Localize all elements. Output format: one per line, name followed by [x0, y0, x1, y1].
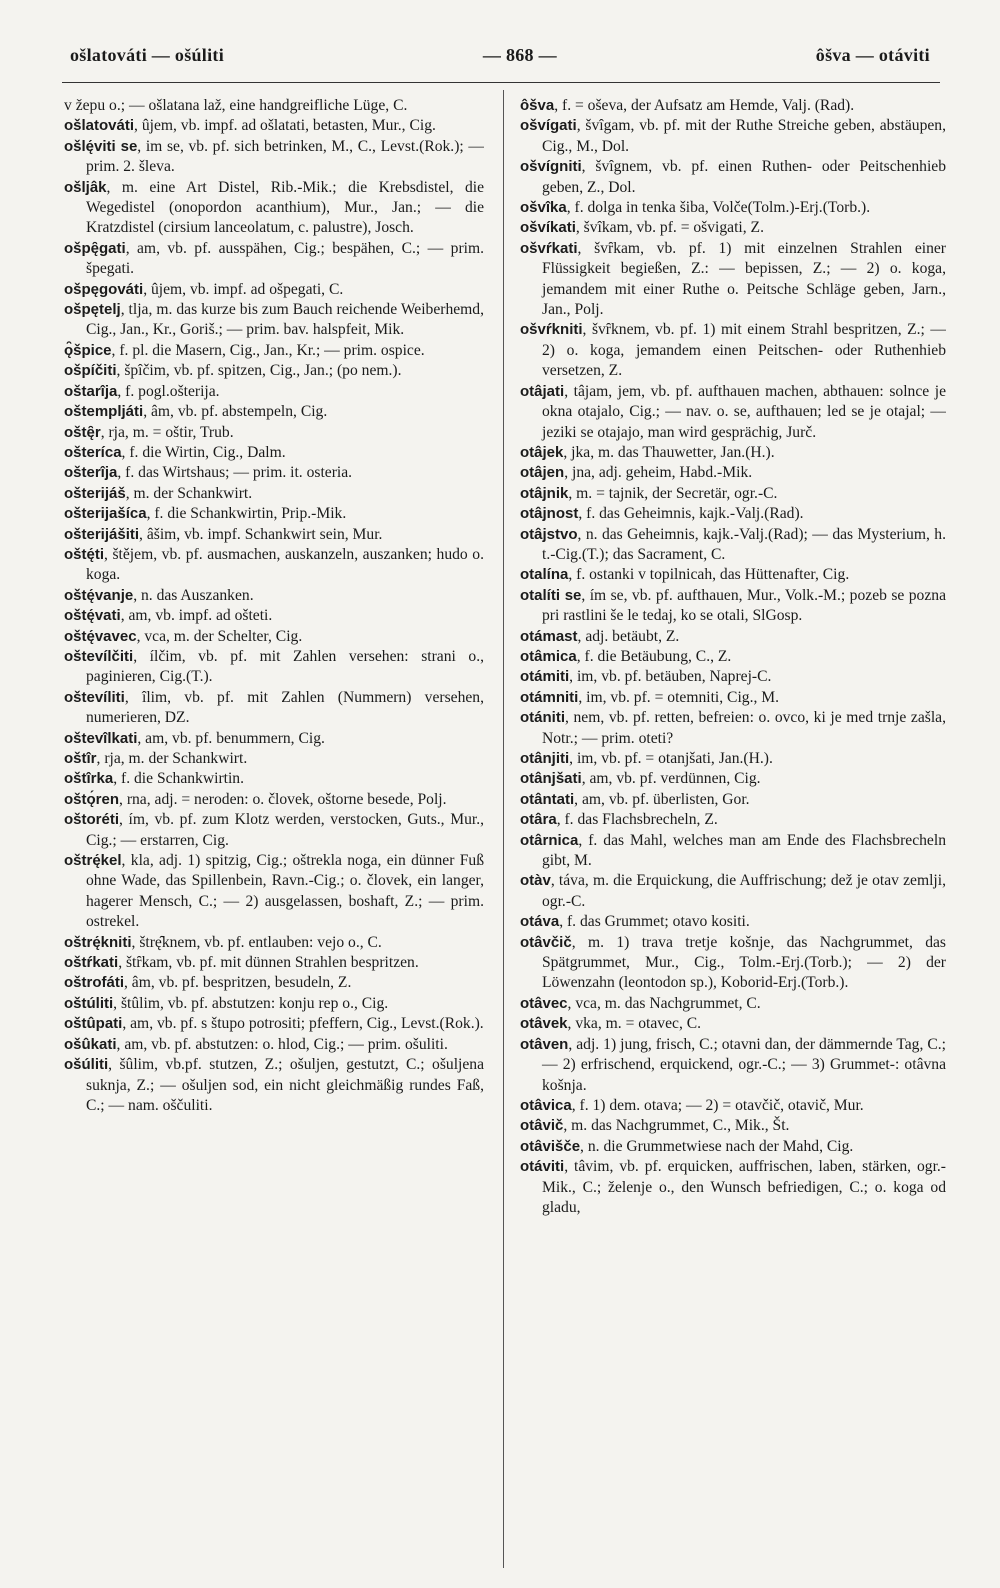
entry-definition: , jka, m. das Thauwetter, Jan.(H.). [563, 443, 775, 461]
dictionary-entry [64, 688, 484, 729]
dictionary-entry [520, 790, 946, 810]
entry-definition: , štûlim, vb. pf. abstutzen: konju rep o., Cig. [113, 994, 389, 1012]
entry-definition: , f. die Wirtin, Cig., Dalm. [121, 443, 286, 461]
entry-definition: , švȓknem, vb. pf. 1) mit einem Strahl bespritzen, Z.; — 2) o. koga, jemandem einen Peitschen- oder Ruthenhieb versetzen, Z. [542, 321, 946, 380]
page-number: — 868 — [482, 44, 557, 65]
entry-definition: , f. die Betäubung, C., Z. [576, 647, 732, 665]
entry-headword: oštîrka [64, 770, 114, 788]
entry-definition: , f. = oševa, der Aufsatz am Hemde, Valj. (Rad). [554, 97, 855, 114]
entry-definition: , tlja, m. das kurze bis zum Bauch reichende Weiberhemd, Cig., Jan., Kr., Goriš.; — prim. bav. halspfeit, Mik. [86, 301, 484, 339]
entry-headword: otániti [520, 709, 565, 727]
page-header [70, 40, 930, 70]
entry-headword: oštę̑r [64, 423, 101, 441]
entry-definition: , âm, vb. pf. abstempeln, Cig. [143, 403, 328, 421]
entry-definition: , m. der Schankwirt. [125, 484, 253, 502]
entry-headword: otámiti [520, 668, 570, 686]
entry-definition: , f. die Schankwirtin, Prip.-Mik. [146, 505, 347, 523]
entry-definition: , f. das Grummet; otavo kositi. [559, 913, 750, 931]
dictionary-entry [520, 463, 946, 483]
entry-headword: otâjnik [520, 484, 569, 502]
dictionary-entry [64, 96, 484, 116]
dictionary-entry [64, 484, 484, 504]
entry-definition: , am, vb. pf. verdünnen, Cig. [581, 770, 761, 788]
entry-definition: , švîkam, vb. pf. = ošvigati, Z. [575, 219, 764, 237]
entry-headword: ošteríca [64, 443, 122, 461]
entry-definition: , f. ostanki v topilnicah, das Hüttenafter, Cig. [568, 566, 850, 584]
dictionary-entry [520, 565, 946, 585]
entry-headword: otáva [520, 913, 560, 931]
entry-headword: ošlę́viti se [64, 137, 138, 155]
entry-headword: oštarîja [64, 382, 118, 400]
entry-definition: , m. das Nachgrummet, C., Mik., Št. [563, 1117, 790, 1135]
dictionary-entry [520, 484, 946, 504]
entry-headword: oštîr [64, 750, 97, 767]
dictionary-entry [520, 769, 946, 789]
entry-definition: , m. eine Art Distel, Rib.-Mik.; die Krebsdistel, die Wegedistel (onopordon acanthium), Mur., Jan.; — die Kratzdistel (cirsium lanceolatum, c. palustre), Josch. [86, 178, 484, 237]
entry-definition: , švîgnem, vb. pf. einen Ruthen- oder Peitschenhieb geben, Z., Dol. [542, 158, 946, 196]
entry-definition: , štrę̑knem, vb. pf. entlauben: vejo o., C. [131, 933, 382, 951]
entry-headword: oštę́ti [64, 545, 105, 563]
dictionary-entry [64, 300, 484, 341]
entry-definition: , am, vb. pf. ausspähen, Cig.; bespähen, C.; — prim. špegati. [86, 239, 484, 278]
entry-definition: , štȓkam, vb. pf. mit dünnen Strahlen bespritzen. [118, 954, 419, 972]
entry-definition: , am, vb. pf. s štupo potrositi; pfeffern, Cig., Levst.(Rok.). [122, 1015, 484, 1033]
entry-headword: otalíti se [520, 586, 582, 604]
dictionary-entry [64, 1035, 484, 1055]
entry-headword: oštę́vavec [64, 627, 137, 645]
entry-headword: otalína [520, 566, 569, 584]
dictionary-entry [520, 994, 946, 1014]
entry-headword: otâvišče [520, 1137, 581, 1155]
dictionary-entry [64, 729, 484, 749]
entry-definition: , f. das Mahl, welches man am Ende des Flachsbrecheln gibt, M. [542, 831, 946, 870]
dictionary-entry [64, 525, 484, 545]
entry-definition: , vca, m. das Nachgrummet, C. [567, 994, 761, 1012]
dictionary-entry [520, 831, 946, 872]
entry-definition: , švîgam, vb. pf. mit der Ruthe Streiche geben, abstäupen, Cig., M., Dol. [542, 117, 946, 155]
entry-headword: otâra [520, 811, 557, 829]
entry-headword: ošterijašíca [64, 505, 147, 523]
entry-definition: , rja, m. der Schankwirt. [96, 750, 248, 767]
entry-headword: ǫ̑špice [64, 341, 112, 359]
entry-definition: , f. pogl.ošterija. [117, 382, 220, 400]
entry-headword: oštoréti [64, 811, 120, 829]
entry-headword: otâjen [520, 464, 565, 482]
dictionary-entry [520, 504, 946, 524]
entry-headword: ošpę̑gati [64, 239, 126, 257]
entry-headword: ošúliti [64, 1056, 109, 1074]
entry-headword: otâvica [520, 1096, 572, 1114]
entry-headword: ošlatováti [64, 117, 135, 135]
dictionary-entry [64, 994, 484, 1014]
entry-headword: ošvŕkati [520, 239, 578, 257]
dictionary-entry [64, 647, 484, 688]
entry-headword: otâvčič [520, 933, 572, 951]
dictionary-entry [64, 586, 484, 606]
dictionary-entry [520, 1035, 946, 1096]
dictionary-entry [64, 463, 484, 483]
dictionary-entry [520, 198, 946, 218]
entry-definition: , nem, vb. pf. retten, befreien: o. ovco, ki je med trnje zašla, Notr.; — prim. oteti? [542, 709, 946, 747]
entry-headword: otânjšati [520, 770, 582, 788]
entry-headword: ošûkati [64, 1035, 117, 1053]
entry-headword: oštrę́kel [64, 852, 122, 870]
dictionary-entry [520, 320, 946, 381]
dictionary-entry [520, 443, 946, 463]
dictionary-entry [520, 1137, 946, 1157]
entry-headword: ošvíkati [520, 219, 576, 237]
entry-headword: ôšva [520, 97, 555, 114]
entry-headword: ošpęgováti [64, 280, 144, 298]
entry-definition: , n. das Geheimnis, kajk.-Valj.(Rad); — das Mysterium, h. t.-Cig.(T.); das Sacrament, C. [542, 525, 946, 563]
header-rule [62, 82, 940, 83]
entry-headword: ošpętelj [64, 301, 121, 319]
dictionary-entry [64, 851, 484, 933]
entry-definition: , vka, m. = otavec, C. [567, 1015, 702, 1033]
dictionary-entry [520, 810, 946, 830]
left-column [64, 96, 484, 1574]
dictionary-entry [520, 749, 946, 769]
dictionary-entry [64, 810, 484, 851]
entry-definition: , am, vb. pf. abstutzen: o. hlod, Cig.; — prim. ošuliti. [116, 1035, 448, 1053]
entry-headword: otàv [520, 872, 551, 890]
entry-definition: , f. das Geheimnis, kajk.-Valj.(Rad). [578, 505, 804, 523]
entry-definition: , n. das Auszanken. [133, 586, 254, 604]
dictionary-entry [520, 218, 946, 238]
entry-definition: , šûlim, vb.pf. stutzen, Z.; ošuljen, gestutzt, C.; ošuljena suknja, Z.; — ošuljen sod, ein nicht gleichmäßig rundes Faß, C.; — nam. oščuliti. [86, 1056, 484, 1114]
dictionary-entry [64, 973, 484, 993]
entry-definition: , am, vb. impf. ad ošteti. [120, 607, 273, 625]
entry-headword: oštŕkati [64, 954, 119, 972]
dictionary-entry [520, 525, 946, 566]
entry-definition: , f. pl. die Masern, Cig., Jan., Kr.; — prim. ospice. [111, 341, 425, 359]
dictionary-entry [64, 545, 484, 586]
entry-definition: , ím se, vb. pf. aufthauen, Mur., Volk.-M.; pozeb se pozna pri rastlini še le tedaj, ko se otali, SlGosp. [542, 586, 946, 625]
dictionary-entry [64, 749, 484, 769]
entry-definition: , adj. betäubt, Z. [577, 627, 680, 645]
entry-definition: , tâvim, vb. pf. erquicken, auffrischen, laben, stärken, ogr.-Mik., C.; želenje o., den Wunsch befriedigen, C.; o. koga od gladu, [542, 1158, 946, 1216]
entry-headword: otânjiti [520, 750, 570, 767]
entry-headword: oštûpati [64, 1015, 123, 1033]
entry-definition: , f. das Flachsbrecheln, Z. [556, 811, 718, 829]
entry-definition: , f. die Schankwirtin. [113, 770, 244, 788]
dictionary-entry [64, 606, 484, 626]
entry-headword: oštempljáti [64, 403, 144, 421]
dictionary-entry [520, 627, 946, 647]
entry-definition: , n. die Grummetwiese nach der Mahd, Cig. [580, 1137, 854, 1155]
entry-definition: , jna, adj. geheim, Habd.-Mik. [564, 464, 753, 482]
entry-headword: otâvek [520, 1015, 568, 1033]
entry-definition: , vca, m. der Schelter, Cig. [136, 627, 303, 645]
dictionary-entry [64, 790, 484, 810]
entry-definition: , f. das Wirtshaus; — prim. it. osteria. [117, 464, 353, 482]
entry-definition: , im, vb. pf. betäuben, Naprej-C. [569, 668, 772, 686]
dictionary-entry [520, 239, 946, 321]
right-column [520, 96, 946, 1574]
dictionary-entry [520, 1157, 946, 1218]
entry-headword: otâmica [520, 647, 577, 665]
dictionary-entry [520, 382, 946, 443]
dictionary-entry [520, 912, 946, 932]
entry-definition: , im se, vb. pf. sich betrinken, M., C., Levst.(Rok.); — prim. 2. šleva. [86, 137, 484, 176]
entry-definition: , f. 1) dem. otava; — 2) = otavčič, otavič, Mur. [571, 1096, 864, 1114]
entry-definition: , tâjam, jem, vb. pf. aufthauen machen, abthauen: solnce je okna otajalo, Cig.; — nav. o. se, aufthauen; led se je otajal; — jeziki se otajajo, man wird gesprächig, Jurč. [542, 382, 946, 441]
entry-headword: ošterijášiti [64, 525, 140, 543]
entry-definition: , švȓkam, vb. pf. 1) mit einzelnen Strahlen einer Flüssigkeit begießen, Z.: — bepissen, Z.; — 2) o. koga, jemandem mit einer Ruthe o. Peitsche Schläge geben, Jarn., Jan., Polj. [542, 239, 946, 319]
entry-headword: oštę́vanje [64, 586, 134, 604]
dictionary-entry [64, 443, 484, 463]
dictionary-entry [520, 157, 946, 198]
dictionary-entry [64, 1055, 484, 1116]
entry-headword: ošljâk [64, 178, 107, 196]
entry-headword: otâjek [520, 443, 564, 461]
entry-definition: , táva, m. die Erquickung, die Auffrischung; dež je otav zemlji, ogr.-C. [542, 872, 946, 910]
entry-headword: otântati [520, 790, 575, 808]
dictionary-entry [520, 1014, 946, 1034]
dictionary-entry [520, 933, 946, 994]
entry-headword: otâvec [520, 994, 568, 1012]
entry-headword: otámniti [520, 688, 579, 706]
column-divider [503, 90, 504, 1568]
entry-headword: otâjstvo [520, 525, 578, 543]
dictionary-entry [64, 423, 484, 443]
dictionary-entry [64, 933, 484, 953]
entry-headword: ošvígati [520, 117, 577, 135]
entry-definition: , im, vb. pf. = otemniti, Cig., M. [578, 688, 780, 706]
dictionary-entry [64, 1014, 484, 1034]
entry-definition: , m. 1) trava tretje košnje, das Nachgrummet, das Spätgrummet, Mur., Cig., Tolm.-Erj.(Torb.); — 2) der Löwenzahn (leontodon sp.), Koborid-Erj.(Torb.). [542, 933, 946, 992]
entry-definition: , ím, vb. pf. zum Klotz werden, verstocken, Guts., Mur., Cig.; — erstarren, Cig. [86, 811, 484, 849]
entry-headword: ošpíčiti [64, 362, 117, 380]
entry-headword: oštǫ́ren [64, 790, 120, 808]
dictionary-entry [520, 647, 946, 667]
entry-headword: ošvígniti [520, 158, 582, 176]
dictionary-entry [520, 871, 946, 912]
entry-headword: otâjati [520, 382, 565, 400]
entry-definition: , štějem, vb. pf. ausmachen, auskanzeln, auszanken; hudo o. koga. [86, 545, 484, 584]
entry-definition: , ílčim, vb. pf. mit Zahlen versehen: strani o., paginieren, Cig.(T.). [86, 647, 484, 686]
entry-headword: oštę́vati [64, 607, 121, 625]
header-left-range: ošlatováti — ošúliti [70, 44, 225, 65]
entry-definition: , m. = tajnik, der Secretär, ogr.-C. [568, 484, 778, 502]
entry-headword: oštrę́kniti [64, 933, 132, 951]
entry-definition: , am, vb. pf. benummern, Cig. [137, 729, 325, 747]
entry-definition: , f. dolga in tenka šiba, Volče(Tolm.)-Erj.(Torb.). [566, 199, 871, 217]
entry-headword: ošterîja [64, 464, 118, 482]
entry-headword: ošvŕkniti [520, 321, 583, 339]
dictionary-entry [520, 116, 946, 157]
entry-definition: , rja, m. = oštir, Trub. [100, 423, 234, 441]
dictionary-entry [64, 504, 484, 524]
entry-definition: , kla, adj. 1) spitzig, Cig.; oštrekla noga, ein dünner Fuß ohne Wade, das Spillenbein, Ravn.-Cig.; o. človek, ein langer, hagerer Mensch, C.; — 2) ausgelassen, boshaft, Z.; — prim. ostrekel. [86, 852, 484, 931]
entry-headword: otámast [520, 627, 578, 645]
dictionary-entry [64, 116, 484, 136]
dictionary-entry [64, 280, 484, 300]
entry-definition: , âšim, vb. impf. Schankwirt sein, Mur. [139, 525, 383, 543]
entry-definition: , îlim, vb. pf. mit Zahlen (Nummern) versehen, numerieren, DZ. [86, 688, 484, 727]
dictionary-entry [520, 1116, 946, 1136]
dictionary-entry [520, 96, 946, 116]
dictionary-entry [520, 1096, 946, 1116]
dictionary-entry [520, 586, 946, 627]
entry-headword: oštúliti [64, 994, 114, 1012]
entry-definition: , âm, vb. pf. bespritzen, besudeln, Z. [124, 974, 352, 992]
dictionary-entry [64, 402, 484, 422]
dictionary-entry [64, 953, 484, 973]
entry-definition: , špîčim, vb. pf. spitzen, Cig., Jan.; (po nem.). [116, 362, 402, 380]
dictionary-entry [64, 239, 484, 280]
entry-headword: otâven [520, 1035, 569, 1053]
entry-headword: ošterijáš [64, 484, 126, 502]
entry-definition: , ûjem, vb. impf. ad ošlatati, betasten, Mur., Cig. [134, 117, 436, 135]
entry-headword: otáviti [520, 1158, 565, 1176]
dictionary-entry [64, 178, 484, 239]
entry-definition: , adj. 1) jung, frisch, C.; otavni dan, der dämmernde Tag, C.; — 2) erfrischend, erquickend, ogr.-C.; — 3) Grummet-: otâvna košnja. [542, 1035, 946, 1094]
dictionary-entry [520, 688, 946, 708]
entry-headword: otârnica [520, 831, 579, 849]
dictionary-entry [64, 341, 484, 361]
dictionary-entry [520, 708, 946, 749]
entry-definition: , am, vb. pf. überlisten, Gor. [574, 790, 750, 808]
entry-definition: v žepu o.; — ošlatana laž, eine handgreifliche Lüge, C. [64, 97, 408, 114]
entry-headword: oštevîlkati [64, 729, 138, 747]
entry-headword: otâvič [520, 1117, 564, 1135]
dictionary-entry [64, 769, 484, 789]
entry-headword: otâjnost [520, 505, 579, 523]
entry-definition: , rna, adj. = neroden: o. človek, oštorne besede, Polj. [119, 790, 447, 808]
dictionary-entry [64, 382, 484, 402]
dictionary-entry [64, 361, 484, 381]
entry-headword: oštrofáti [64, 974, 124, 992]
entry-headword: oštevílčiti [64, 647, 134, 665]
dictionary-entry [520, 667, 946, 687]
entry-headword: oštevíliti [64, 688, 125, 706]
entry-definition: , ûjem, vb. impf. ad ošpegati, C. [143, 280, 344, 298]
dictionary-entry [64, 627, 484, 647]
header-right-range: ôšva — otáviti [815, 44, 930, 65]
entry-headword: ošvîka [520, 199, 567, 217]
entry-definition: , im, vb. pf. = otanjšati, Jan.(H.). [569, 750, 773, 767]
dictionary-entry [64, 137, 484, 178]
